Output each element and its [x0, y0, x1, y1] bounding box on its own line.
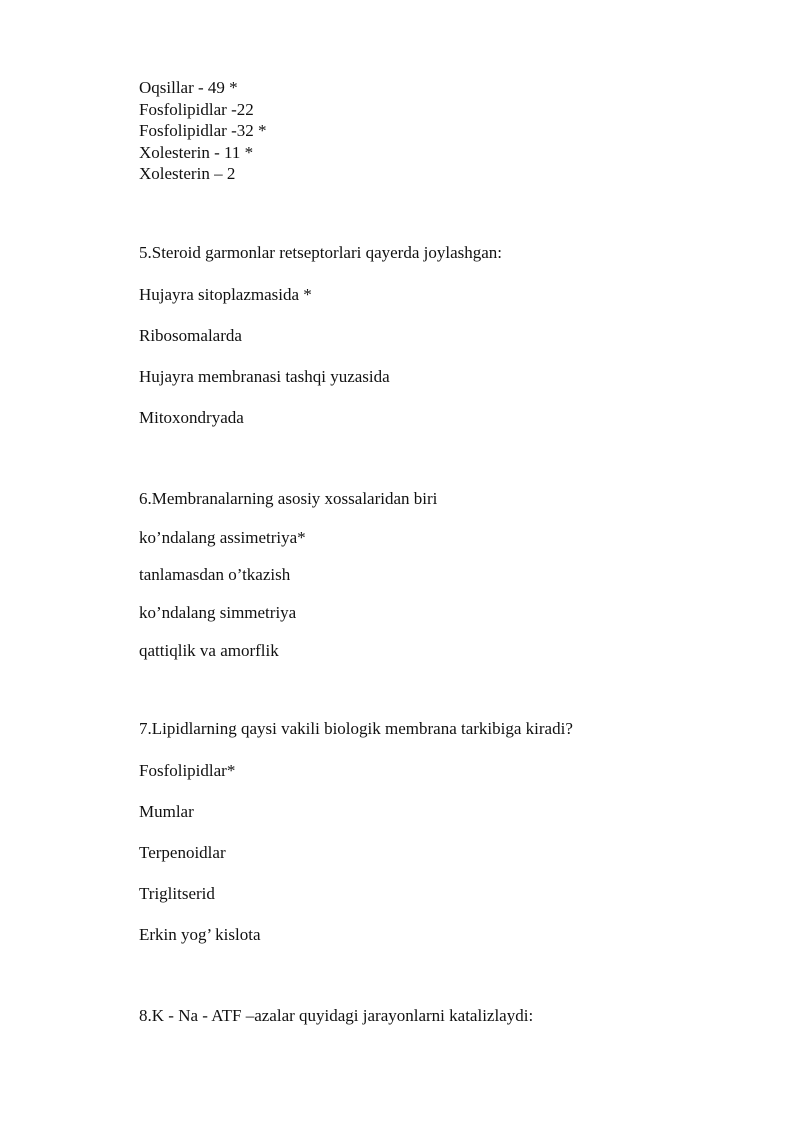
q5-option: Mitoxondryada — [139, 408, 244, 427]
list-item: Fosfolipidlar -32 * — [139, 121, 267, 140]
q7-option: Erkin yog’ kislota — [139, 925, 261, 944]
q7-option: Fosfolipidlar* — [139, 761, 236, 780]
document-page — [139, 0, 759, 1131]
question-8: 8.K - Na - ATF –azalar quyidagi jarayonlarni katalizlaydi: — [139, 1006, 534, 1025]
question-6: 6.Membranalarning asosiy xossalaridan biri — [139, 489, 438, 508]
q6-option: qattiqlik va amorflik — [139, 641, 279, 660]
list-item: Xolesterin - 11 * — [139, 143, 254, 162]
list-item: Oqsillar - 49 * — [139, 78, 238, 97]
q5-option: Hujayra membranasi tashqi yuzasida — [139, 367, 390, 386]
q6-option: ko’ndalang simmetriya — [139, 603, 297, 622]
question-5: 5.Steroid garmonlar retseptorlari qayerda joylashgan: — [139, 243, 503, 262]
q5-option: Ribosomalarda — [139, 326, 242, 345]
q5-option: Hujayra sitoplazmasida * — [139, 285, 312, 304]
q7-option: Terpenoidlar — [139, 843, 226, 862]
q6-option: tanlamasdan o’tkazish — [139, 565, 291, 584]
q7-option: Triglitserid — [139, 884, 215, 903]
list-item: Fosfolipidlar -22 — [139, 100, 254, 119]
list-item: Xolesterin – 2 — [139, 164, 236, 183]
q6-option: ko’ndalang assimetriya* — [139, 528, 306, 547]
q7-option: Mumlar — [139, 802, 194, 821]
question-7: 7.Lipidlarning qaysi vakili biologik membrana tarkibiga kiradi? — [139, 719, 573, 738]
